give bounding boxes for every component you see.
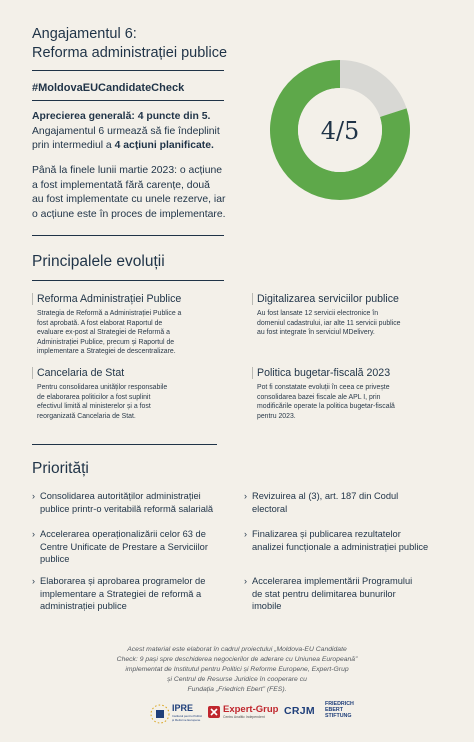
assessment-line: prin intermediul a: [32, 140, 115, 151]
card-line: fost aprobată. A fost elaborat Raportul de: [37, 319, 163, 327]
page-title-line1: Angajamentul 6:: [32, 26, 137, 42]
chevron-right-icon: ›: [32, 529, 35, 539]
expert-grup-logo-subtext: Centru Analitic Independent: [223, 715, 265, 719]
assessment-paragraph: [32, 110, 242, 154]
card-line: efectivul limită al ministerelor și a fost: [37, 403, 151, 410]
expert-grup-logo: [207, 704, 277, 726]
card-line: pentru 2023.: [257, 412, 296, 420]
divider: [32, 70, 224, 71]
evolution-card-title: Politica bugetar-fiscală 2023: [257, 367, 391, 379]
footer-line: Fundația „Friedrich Ebert” (FES).: [187, 686, 287, 693]
ipre-logo-subtext: Institutul pentru Politici și Reforme Europene: [172, 714, 203, 722]
card-line: implementare a Strategiei de descentralizare.: [37, 348, 176, 355]
priority-item: [244, 528, 462, 553]
expert-grup-logo-text: Expert-Grup: [223, 704, 279, 715]
donut-center-label: 4/5: [320, 117, 360, 145]
priority-line: de stat pentru delimitarea bunurilor: [252, 588, 396, 599]
progress-paragraph: [32, 164, 242, 222]
priority-line: Elaborarea și aprobarea programelor de: [40, 576, 206, 586]
card-accent-bar: [252, 367, 253, 379]
partner-logos: [0, 700, 474, 730]
card-line: Administrației Publice, precum și Raportul de: [37, 338, 175, 346]
chevron-right-icon: ›: [244, 529, 247, 539]
priority-line: implementare a Strategiei de reformă a: [40, 588, 202, 599]
ipre-logo: [150, 702, 202, 726]
evolution-card-text: [37, 309, 212, 357]
card-line: evaluare ex-post al Strategiei de Reformă a: [37, 329, 170, 336]
priority-line: Accelerarea operaționalizării celor 63 de: [40, 529, 206, 539]
assessment-score: Aprecierea generală: 4 puncte din 5.: [32, 111, 211, 122]
card-line: Strategia de Reformă a Administrației Publice a: [37, 310, 182, 317]
card-accent-bar: [252, 293, 253, 305]
evolution-card-text: [257, 383, 432, 421]
priority-line: Accelerarea implementării Programului: [252, 576, 413, 586]
card-line: au fost integrate în serviciul MDelivery.: [257, 329, 375, 336]
priority-item: [32, 575, 245, 613]
evolution-card-title: Reforma Administrației Publice: [37, 293, 182, 305]
evolution-card-fiscal: [252, 367, 452, 427]
card-line: consolidarea bazei fiscale ale APL I, prin: [257, 393, 381, 401]
priority-line: electoral: [252, 503, 288, 514]
priority-line: administrației publice: [40, 601, 127, 612]
priority-line: analizei funcționale a administrației publice: [252, 541, 429, 552]
card-line: domeniul cadastrului, iar alte 11 servicii publice: [257, 319, 401, 327]
priority-line: imobile: [252, 601, 282, 612]
footer-line: Check: 9 pași spre deschiderea negocierilor de aderare cu Uniunea Europeană”: [116, 656, 358, 663]
priority-line: publice: [40, 554, 70, 565]
eu-stars-icon: [150, 704, 170, 724]
crjm-logo: [284, 705, 318, 721]
card-line: Pentru consolidarea unităților responsabile: [37, 384, 168, 391]
evolution-card-digital: [252, 293, 452, 353]
evolution-card-title: Cancelaria de Stat: [37, 367, 125, 379]
chevron-right-icon: ›: [32, 491, 35, 501]
card-accent-bar: [32, 293, 33, 305]
evolution-card-text: [257, 309, 432, 338]
assessment-actions: 4 acțiuni planificate.: [114, 140, 214, 151]
chevron-right-icon: ›: [244, 491, 247, 501]
evolution-card-rap: [32, 293, 232, 363]
priority-line: Finalizarea și publicarea rezultatelor: [252, 529, 401, 539]
fes-logo: [325, 701, 355, 725]
priority-line: Revizuirea al (3), art. 187 din Codul: [252, 491, 399, 501]
card-accent-bar: [32, 367, 33, 379]
priorities-title: Priorități: [32, 460, 89, 477]
assessment-line: Angajamentul 6 urmează să fie îndeplinit: [32, 125, 220, 137]
evolution-card-text: [37, 383, 212, 421]
footer-note: [0, 645, 474, 695]
progress-line: o acțiune este în proces de implementare.: [32, 208, 226, 220]
score-donut-chart: [254, 58, 430, 204]
progress-line: a fost implementată fără carențe, două: [32, 179, 210, 191]
priority-item: [32, 528, 245, 566]
page-title-line2: Reforma administrației publice: [32, 45, 228, 61]
fes-logo-line: EBERT: [325, 707, 343, 714]
progress-line: au fost implementate cu unele rezerve, iar: [32, 194, 226, 205]
fes-logo-line: FRIEDRICH: [325, 701, 354, 707]
evolution-card-title: Digitalizarea serviciilor publice: [257, 293, 399, 305]
fes-logo-line: STIFTUNG: [325, 713, 352, 720]
fes-logo-text: [325, 701, 354, 720]
divider: [32, 280, 224, 281]
footer-line: implementat de Institutul pentru Politici și Reforme Europene, Expert-Grup: [125, 666, 349, 673]
footer-line: și Centrul de Resurse Juridice în cooperare cu: [167, 676, 307, 683]
priority-item: [244, 490, 462, 515]
priority-item: [244, 575, 462, 613]
divider: [32, 100, 224, 101]
chevron-right-icon: ›: [32, 576, 35, 586]
card-line: Au fost lansate 12 servicii electronice în: [257, 310, 379, 317]
card-line: de elaborarea politicilor a fost suplinit: [37, 393, 151, 401]
chevron-right-icon: ›: [244, 576, 247, 586]
priority-line: publice printr-o veritabilă reformă salarială: [40, 503, 214, 514]
evolutions-title: Principalele evoluții: [32, 253, 165, 270]
progress-line: Până la finele lunii martie 2023: o acțiune: [32, 165, 223, 176]
card-line: modificările operate la politica bugetar-fiscală: [257, 403, 395, 410]
priority-line: Centre Unificate de Prestare a Serviciilor: [40, 541, 208, 552]
priority-item: [32, 490, 245, 515]
card-line: Pot fi constatate evoluții în ceea ce privește: [257, 384, 390, 391]
crjm-logo-text: CRJM: [284, 705, 315, 717]
priority-line: Consolidarea autorităților administrației: [40, 491, 201, 501]
divider: [32, 235, 224, 236]
divider: [32, 444, 217, 445]
ipre-logo-text: IPRE: [172, 703, 194, 713]
evolution-card-chancellery: [32, 367, 232, 427]
footer-line: Acest material este elaborat în cadrul proiectului „Moldova-EU Candidate: [127, 646, 347, 653]
card-line: reorganizată Cancelaria de Stat.: [37, 412, 136, 420]
expert-grup-mark-icon: [207, 705, 221, 719]
hashtag: #MoldovaEUCandidateCheck: [32, 82, 185, 94]
